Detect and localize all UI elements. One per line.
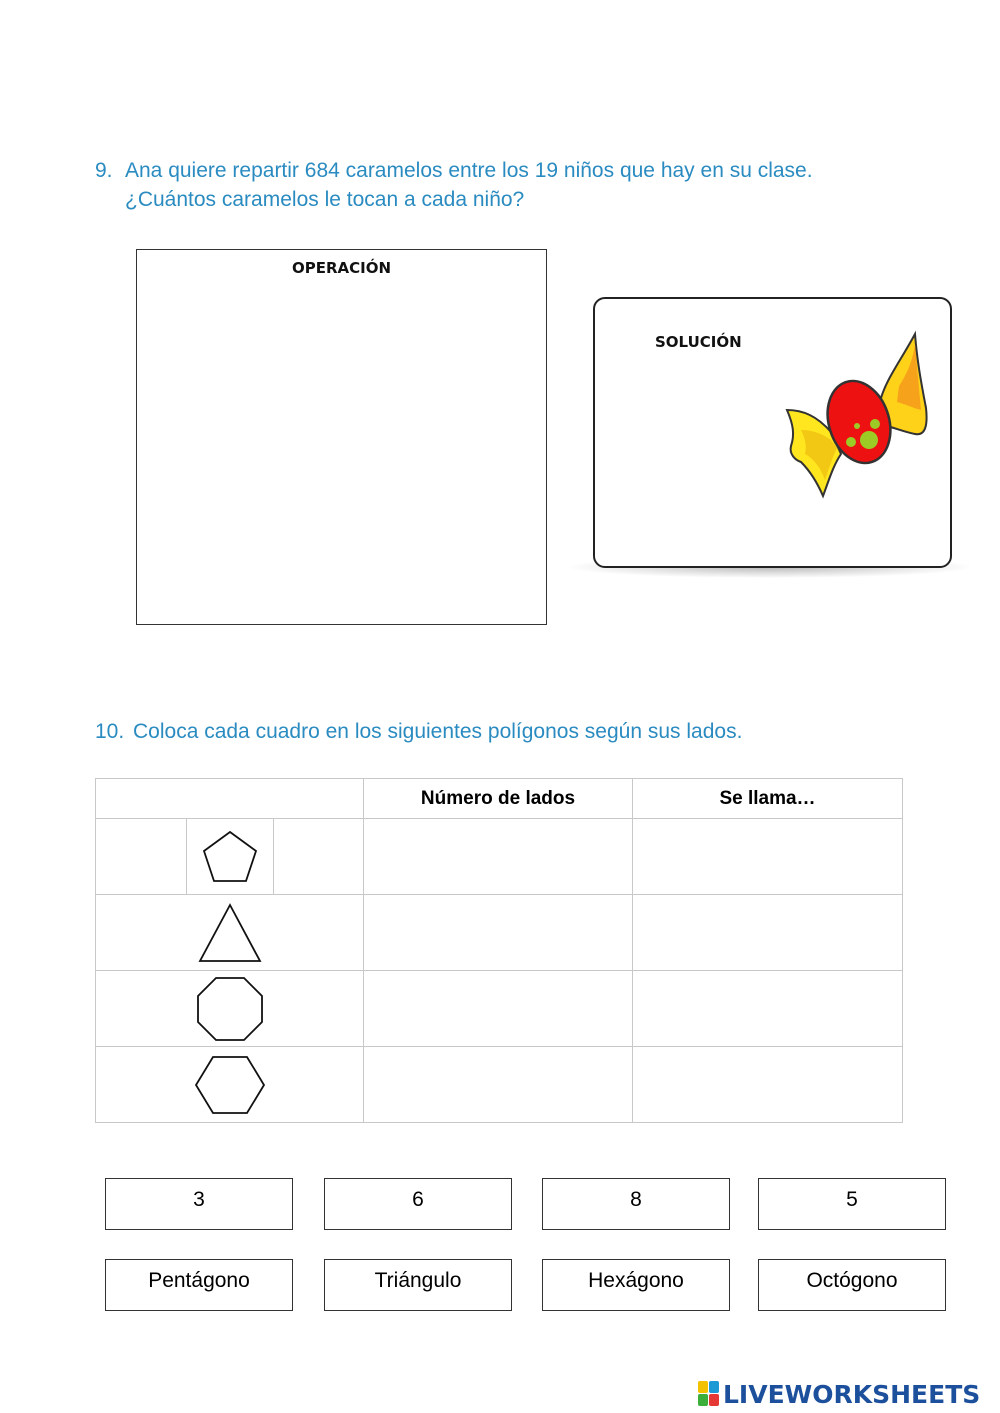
tile-number-3[interactable]: 3 bbox=[105, 1178, 293, 1230]
drop-cell-name[interactable] bbox=[633, 1047, 903, 1123]
liveworksheets-logo-icon bbox=[698, 1381, 720, 1407]
table-row bbox=[96, 1047, 903, 1123]
table-header-row bbox=[96, 779, 903, 819]
pentagon-icon bbox=[200, 829, 260, 885]
drop-cell-name[interactable] bbox=[633, 819, 903, 895]
shape-cell bbox=[96, 819, 364, 895]
question-9-line-1 bbox=[95, 159, 813, 183]
operation-label: OPERACIÓN bbox=[291, 259, 392, 277]
drop-cell-sides[interactable] bbox=[364, 895, 633, 971]
tile-triangulo[interactable]: Triángulo bbox=[324, 1259, 512, 1311]
shape-cell bbox=[96, 971, 364, 1047]
question-9-text-2: ¿Cuántos caramelos le tocan a cada niño? bbox=[125, 188, 525, 211]
liveworksheets-brand: LIVEWORKSHEETS bbox=[723, 1379, 981, 1409]
candy-dot bbox=[860, 431, 878, 449]
tile-number-6[interactable]: 6 bbox=[324, 1178, 512, 1230]
question-10-number: 10. bbox=[95, 720, 125, 743]
tile-octogono[interactable]: Octógono bbox=[758, 1259, 946, 1311]
drop-cell-sides[interactable] bbox=[364, 971, 633, 1047]
shape-cell bbox=[96, 895, 364, 971]
header-shape bbox=[96, 779, 364, 819]
liveworksheets-logo bbox=[698, 1378, 980, 1410]
drop-cell-name[interactable] bbox=[633, 895, 903, 971]
question-9-number: 9. bbox=[95, 159, 113, 182]
tile-number-5[interactable]: 5 bbox=[758, 1178, 946, 1230]
candy-dot bbox=[870, 419, 880, 429]
operation-box[interactable] bbox=[136, 249, 547, 625]
question-10-text: Coloca cada cuadro en los siguientes polígonos según sus lados. bbox=[133, 720, 743, 743]
candy-dot bbox=[846, 437, 856, 447]
question-9-line-2 bbox=[125, 188, 524, 212]
octagon-icon bbox=[195, 975, 265, 1043]
drop-cell-name[interactable] bbox=[633, 971, 903, 1047]
drop-cell-sides[interactable] bbox=[364, 1047, 633, 1123]
cell-divider bbox=[273, 819, 274, 894]
question-9-text: Ana quiere repartir 684 caramelos entre los 19 niños que hay en su clase. bbox=[125, 159, 813, 182]
table-row bbox=[96, 895, 903, 971]
hexagon-icon bbox=[194, 1054, 266, 1116]
tile-pentagono[interactable]: Pentágono bbox=[105, 1259, 293, 1311]
table-row bbox=[96, 971, 903, 1047]
table-row bbox=[96, 819, 903, 895]
polygon-table bbox=[95, 778, 903, 1123]
question-10-line bbox=[95, 720, 742, 744]
candy-dot bbox=[854, 423, 860, 429]
shape-cell bbox=[96, 1047, 364, 1123]
tile-number-8[interactable]: 8 bbox=[542, 1178, 730, 1230]
drop-cell-sides[interactable] bbox=[364, 819, 633, 895]
cell-divider bbox=[186, 819, 187, 894]
header-number-of-sides: Número de lados bbox=[364, 779, 633, 819]
candy-icon bbox=[783, 330, 933, 500]
header-name: Se llama… bbox=[633, 779, 903, 819]
tile-hexagono[interactable]: Hexágono bbox=[542, 1259, 730, 1311]
solution-label: SOLUCIÓN bbox=[655, 333, 742, 351]
triangle-icon bbox=[197, 902, 263, 964]
